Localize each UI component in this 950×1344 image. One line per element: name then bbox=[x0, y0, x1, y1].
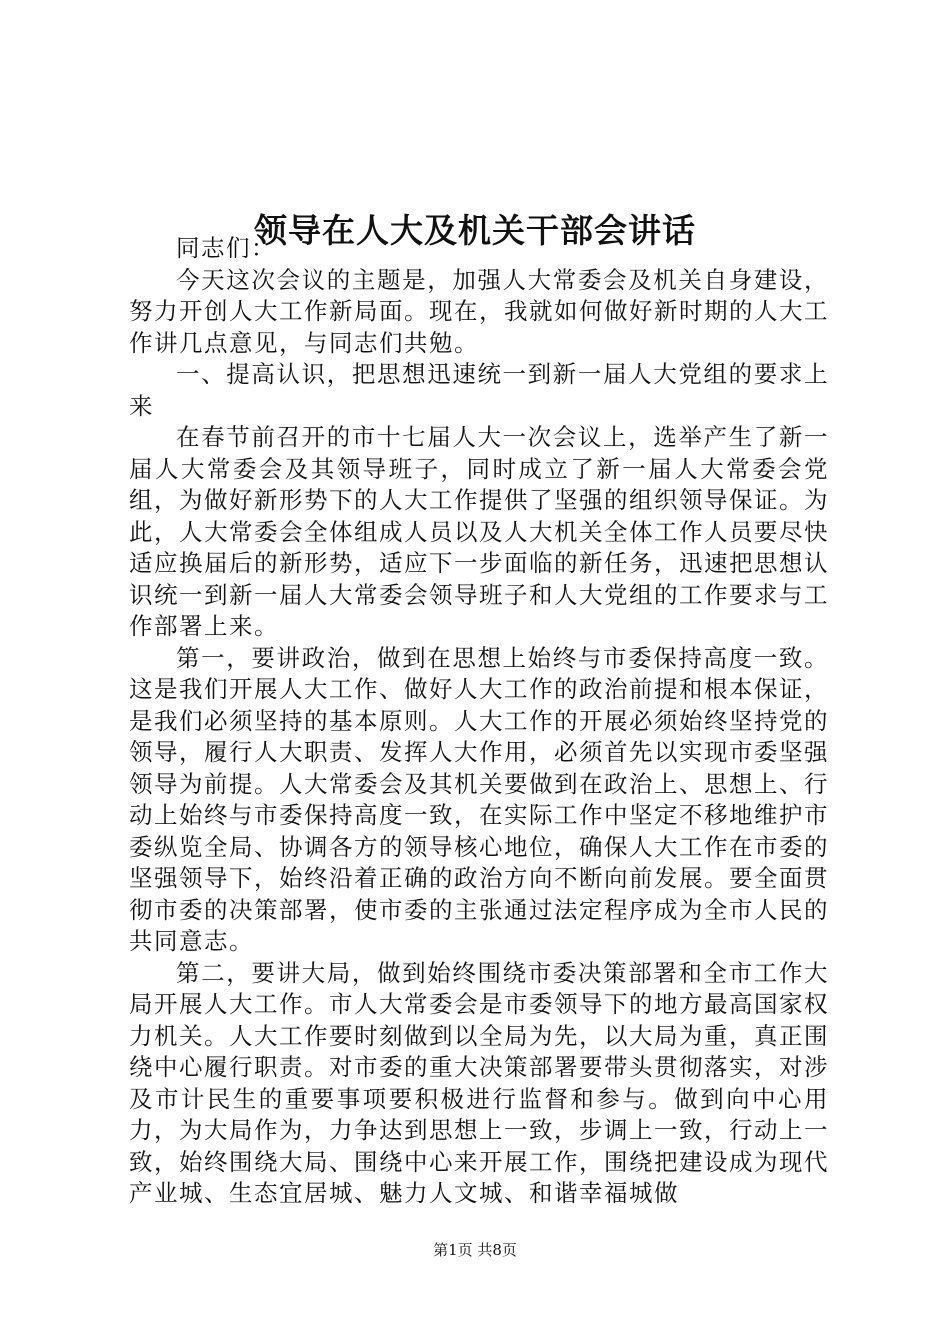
page-footer: 第1页 共8页 bbox=[433, 1241, 517, 1259]
paragraph: 第一，要讲政治，做到在思想上始终与市委保持高度一致。这是我们开展人大工作、做好人大工作的政治前提和根本保证，是我们必须坚持的基本原则。人大工作的开展必须始终坚持党的领导，履行人大职责、发挥人大作用，必须首先以实现市委坚强领导为前提。人大常委会及其机关要做到在政治上、思想上、行动上始终与市委保持高度一致，在实际工作中坚定不移地维护市委纵览全局、协调各方的领导核心地位，确保人大工作在市委的坚强领导下，始终沿着正确的政治方向不断向前发展。要全面贯彻市委的决策部署，使市委的主张通过法定程序成为全市人民的共同意志。 bbox=[129, 643, 829, 955]
salutation: 同志们： bbox=[176, 234, 276, 262]
paragraph: 第二，要讲大局，做到始终围绕市委决策部署和全市工作大局开展人大工作。市人大常委会是市委领导下的地方最高国家权力机关。人大工作要时刻做到以全局为先，以大局为重，真正围绕中心履行职责。对市委的重大决策部署要带头贯彻落实，对涉及市计民生的重要事项要积极进行监督和参与。做到向中心用力，为大局作为，力争达到思想上一致，步调上一致，行动上一致，始终围绕大局、围绕中心来开展工作，围绕把建设成为现代产业城、生态宜居城、魅力人文城、和谐幸福城做 bbox=[129, 958, 829, 1207]
paragraph: 在春节前召开的市十七届人大一次会议上，选举产生了新一届人大常委会及其领导班子，同时成立了新一届人大常委会党组，为做好新形势下的人大工作提供了坚强的组织领导保证。为此，人大常委会全体组成人员以及人大机关全体工作人员要尽快适应换届后的新形势，适应下一步面临的新任务，迅速把思想认识统一到新一届人大常委会领导班子和人大党组的工作要求与工作部署上来。 bbox=[129, 423, 829, 640]
document-title: 领导在人大及机关干部会讲话 bbox=[254, 211, 696, 251]
section-heading: 一、提高认识，把思想迅速统一到新一届人大党组的要求上来 bbox=[129, 360, 829, 420]
paragraph: 今天这次会议的主题是，加强人大常委会及机关自身建设，努力开创人大工作新局面。现在，我就如何做好新时期的人大工作讲几点意见，与同志们共勉。 bbox=[129, 265, 829, 357]
document-body bbox=[129, 233, 829, 1210]
